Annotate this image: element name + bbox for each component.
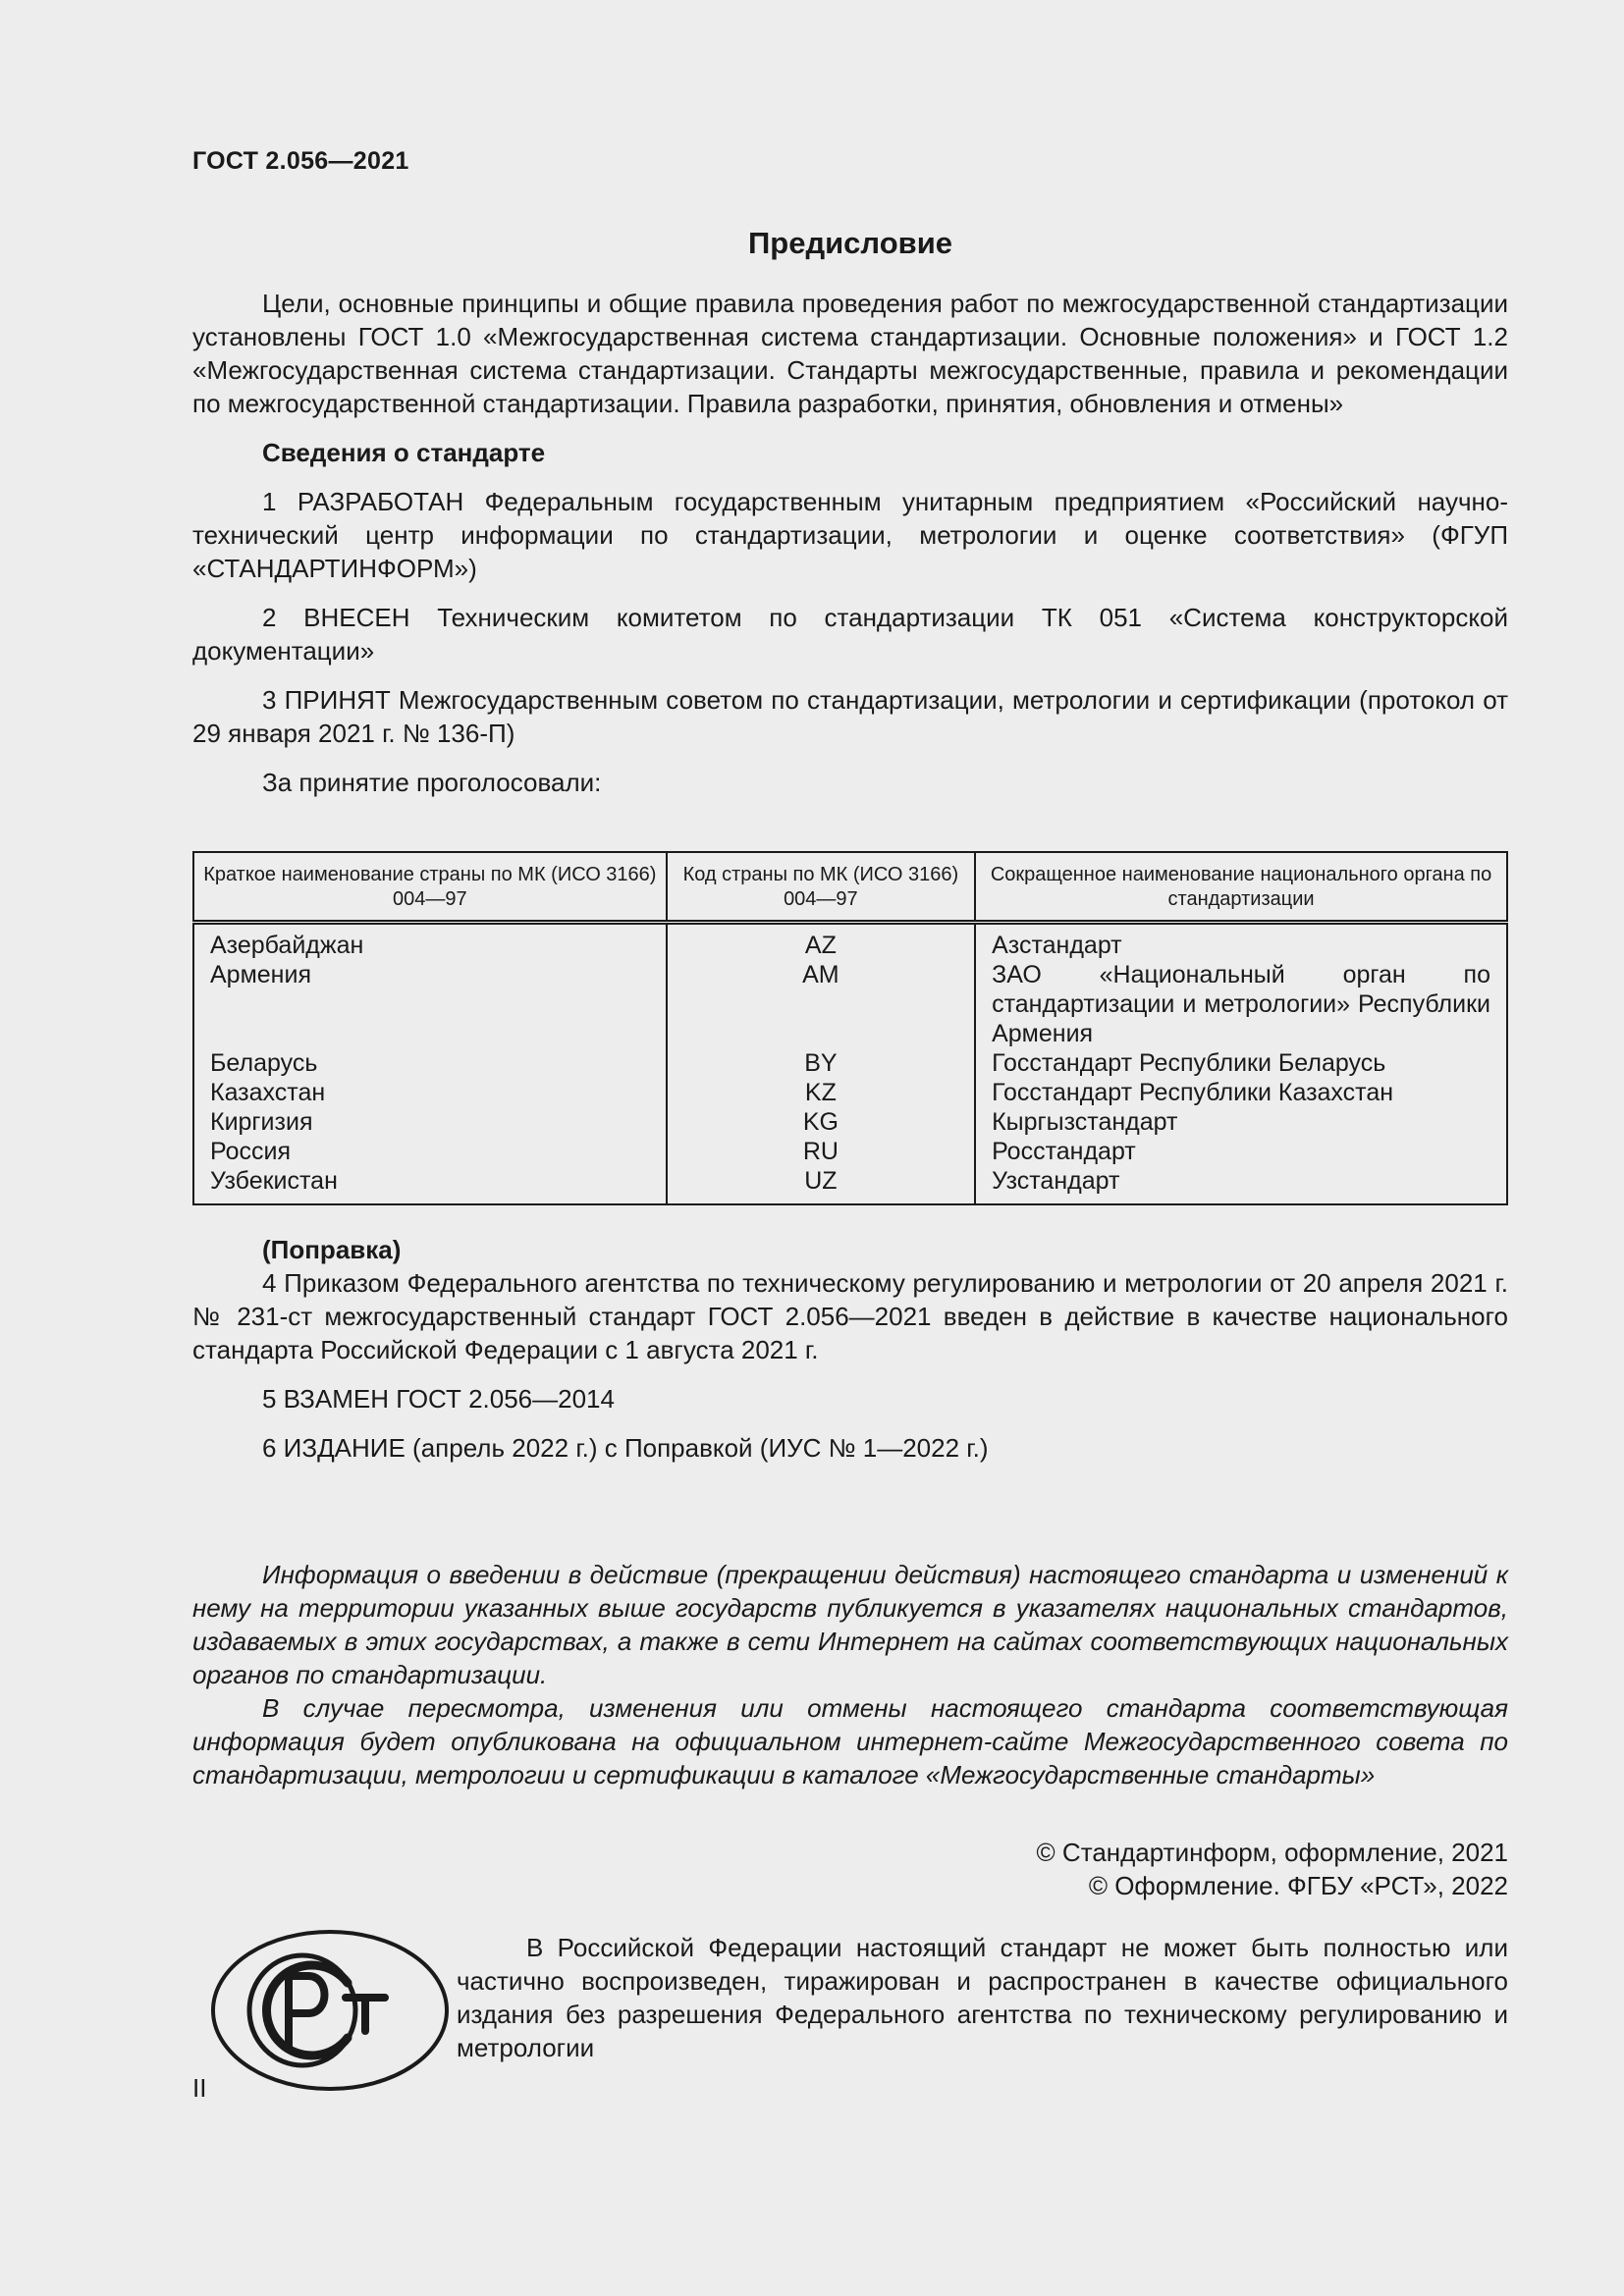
standard-info-heading: Сведения о стандарте (262, 438, 546, 467)
edition-paragraph: 6 ИЗДАНИЕ (апрель 2022 г.) с Поправкой (ИУС № 1—2022 г.) (262, 1433, 989, 1463)
country-cell: Россия (193, 1137, 667, 1166)
column-header-country: Краткое наименование страны по МК (ИСО 3166) 004—97 (193, 852, 667, 923)
introduced-paragraph: 2 ВНЕСЕН Техническим комитетом по стандартизации ТК 051 «Система конструкторской документации» (192, 603, 1508, 666)
country-cell: Киргизия (193, 1107, 667, 1137)
organ-cell: Узстандарт (992, 1167, 1120, 1195)
country-cell: Казахстан (193, 1078, 667, 1107)
organ-cell: Росстандарт (992, 1138, 1136, 1165)
code-cell: UZ (667, 1166, 975, 1204)
notice-paragraph: В случае пересмотра, изменения или отмены настоящего стандарта соответствующая информация будет опубликована на официальном интернет-сайте Межгосударственного совета по стандартизации, метрологии и сертификации в каталоге «Межгосударственные стандарты» (192, 1693, 1508, 1789)
organ-cell: Азстандарт (992, 932, 1122, 959)
voting-table (192, 851, 1508, 1205)
voted-label: За принятие проголосовали: (262, 768, 602, 797)
column-header-organ: Сокращенное наименование национального органа по стандартизации (990, 864, 1492, 910)
table-row (193, 960, 1507, 1048)
publication-notice (192, 1558, 1508, 1791)
country-cell: Азербайджан (193, 923, 667, 961)
organ-cell: Госстандарт Республики Казахстан (992, 1079, 1394, 1106)
table-header-row (193, 852, 1507, 923)
organ-cell: ЗАО «Национальный орган по стандартизации и метрологии» Республики Армения (992, 961, 1490, 1047)
country-cell: Узбекистан (193, 1166, 667, 1204)
developed-paragraph: 1 РАЗРАБОТАН Федеральным государственным унитарным предприятием «Российский научно-технический центр информации по стандартизации, метрологии и оценке соответствия» (ФГУП «СТАНДАРТИНФОРМ») (192, 487, 1508, 583)
code-cell: AM (667, 960, 975, 1048)
organ-cell: Госстандарт Республики Беларусь (992, 1049, 1386, 1077)
rst-logo-icon (210, 1929, 451, 2092)
replaces-paragraph: 5 ВЗАМЕН ГОСТ 2.056—2014 (262, 1384, 615, 1414)
notice-paragraph: Информация о введении в действие (прекращении действия) настоящего стандарта и изменений к нему на территории указанных выше государств публикуется в указателях национальных стандартов, издаваемых в этих государствах, а также в сети Интернет на сайтах соответствующих национальных органов по стандартизации. (192, 1560, 1508, 1689)
amendment-label: (Поправка) (262, 1235, 402, 1264)
table-row (193, 1137, 1507, 1166)
table-row (193, 1048, 1507, 1078)
code-cell: RU (667, 1137, 975, 1166)
table-row (193, 1078, 1507, 1107)
column-header-code: Код страны по МК (ИСО 3166) 004—97 (667, 852, 975, 923)
standard-code: ГОСТ 2.056—2021 (192, 147, 409, 175)
copyright-block (1037, 1836, 1508, 1902)
implementation-block (192, 1233, 1508, 1465)
preface-block (192, 287, 1508, 799)
rights-notice (457, 1931, 1508, 2064)
code-cell: AZ (667, 923, 975, 961)
page-number: II (192, 2073, 207, 2103)
copyright-line: © Стандартинформ, оформление, 2021 (1036, 1838, 1508, 1867)
table-row (193, 1166, 1507, 1204)
organ-cell: Кыргызстандарт (992, 1108, 1178, 1136)
country-cell: Армения (193, 960, 667, 1048)
copyright-line: © Оформление. ФГБУ «РСТ», 2022 (1088, 1871, 1508, 1900)
rights-paragraph: В Российской Федерации настоящий стандарт не может быть полностью или частично воспроизведен, тиражирован и распространен в качестве официального издания без разрешения Федерального агентства по техническому регулированию и метрологии (457, 1933, 1508, 2062)
page-title: Предисловие (747, 226, 952, 260)
table-row (193, 1107, 1507, 1137)
intro-paragraph: Цели, основные принципы и общие правила проведения работ по межгосударственной стандартизации установлены ГОСТ 1.0 «Межгосударственная система стандартизации. Основные положения» и ГОСТ 1.2 «Межгосударственная система стандартизации. Стандарты межгосударственные, правила и рекомендации по межгосударственной стандартизации. Правила разработки, принятия, обновления и отмены» (192, 289, 1508, 418)
table-row (193, 923, 1507, 961)
order-paragraph: 4 Приказом Федерального агентства по техническому регулированию и метрологии от 20 апреля 2021 г. № 231-ст межгосударственный стандарт ГОСТ 2.056—2021 введен в действие в качестве национального стандарта Российской Федерации с 1 августа 2021 г. (192, 1268, 1508, 1364)
country-cell: Беларусь (193, 1048, 667, 1078)
code-cell: BY (667, 1048, 975, 1078)
code-cell: KG (667, 1107, 975, 1137)
adopted-paragraph: 3 ПРИНЯТ Межгосударственным советом по стандартизации, метрологии и сертификации (протокол от 29 января 2021 г. № 136-П) (192, 685, 1508, 748)
code-cell: KZ (667, 1078, 975, 1107)
